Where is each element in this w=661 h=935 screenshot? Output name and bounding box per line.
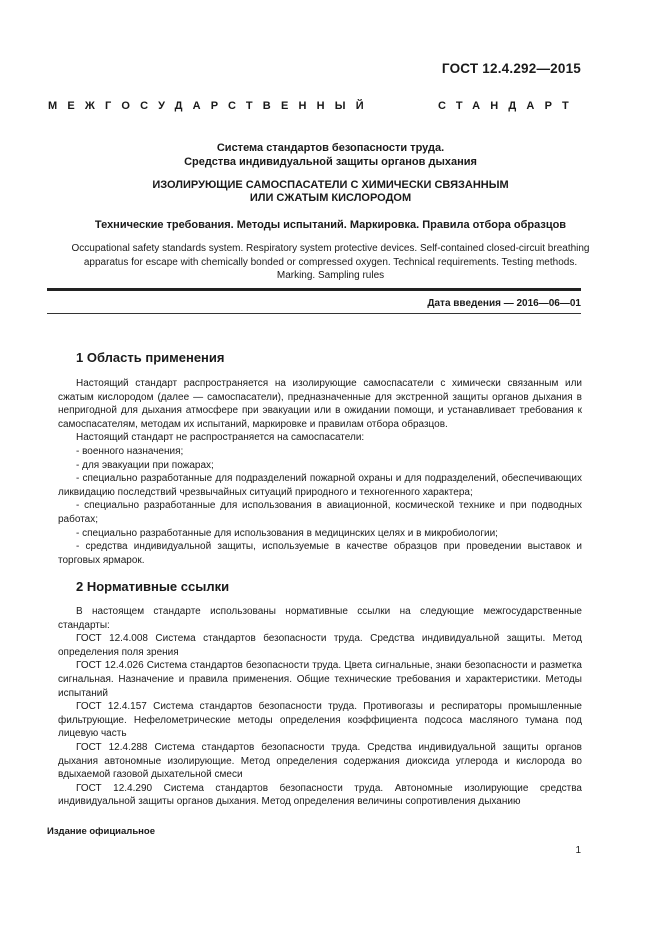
list-item: - для эвакуации при пожарах; bbox=[76, 459, 214, 471]
list-item: - специально разработанные для использования в авиационной, космической технике и при подводных работах; bbox=[58, 500, 582, 525]
reference-item: ГОСТ 12.4.157 Система стандартов безопасности труда. Противогазы и респираторы промышленные фильтрующие. Нефелометрические методы определения коэффициента подсоса масляного тумана под лицевую часть bbox=[58, 701, 582, 740]
introduction-date: Дата введения — 2016—06—01 bbox=[427, 298, 581, 309]
interstate-label: МЕЖГОСУДАРСТВЕННЫЙ bbox=[48, 100, 374, 112]
section-heading: 1 Область применения bbox=[76, 350, 225, 365]
system-title bbox=[40, 141, 621, 169]
paragraph: Настоящий стандарт не распространяется на самоспасатели: bbox=[76, 432, 365, 444]
page-number: 1 bbox=[575, 845, 581, 856]
section-heading: 2 Нормативные ссылки bbox=[76, 579, 230, 594]
system-title-line2: Средства индивидуальной защиты органов дыхания bbox=[184, 156, 477, 168]
subtitle: Технические требования. Методы испытаний. Маркировка. Правила отбора образцов bbox=[94, 219, 567, 231]
main-title bbox=[40, 179, 621, 205]
main-title-line2: ИЛИ СЖАТЫМ КИСЛОРОДОМ bbox=[249, 192, 412, 204]
main-title-line1: ИЗОЛИРУЮЩИЕ САМОСПАСАТЕЛИ С ХИМИЧЕСКИ СВЯЗАННЫМ bbox=[152, 179, 509, 191]
reference-item: ГОСТ 12.4.008 Система стандартов безопасности труда. Средства индивидуальной защиты. Метод определения поля зрения bbox=[58, 633, 582, 658]
list-item: - специально разработанные для подразделений пожарной охраны и для подразделений, обеспечивающих ликвидацию последствий чрезвычайных ситуаций природного и техногенного характера; bbox=[58, 473, 582, 498]
list-item: - средства индивидуальной защиты, используемые в качестве образцов при проведении выставок и торговых ярмарок. bbox=[58, 541, 582, 566]
list-item: - военного назначения; bbox=[76, 445, 184, 457]
paragraph: В настоящем стандарте использованы нормативные ссылки на следующие межгосударственные стандарты: bbox=[58, 606, 582, 631]
english-title-line1: Occupational safety standards system. Respiratory system protective devices. Self-contained closed-circuit breathing bbox=[71, 243, 590, 254]
paragraph: Настоящий стандарт распространяется на изолирующие самоспасатели с химически связанным или сжатым кислородом (далее — самоспасатели), предназначенные для экстренной защиты органов дыхания в непригодной для дыхания атмосфере при эвакуации или в ожидании помощи, и устанавливает требования к самоспасателям, методам их испытаний, маркировке и правилам отбора образцов. bbox=[58, 378, 582, 430]
document-code: ГОСТ 12.4.292—2015 bbox=[441, 61, 581, 76]
english-title bbox=[40, 242, 621, 283]
english-title-line2: apparatus for escape with chemically bonded or compressed oxygen. Technical requirements. Testing methods. bbox=[83, 256, 578, 268]
divider-thin bbox=[47, 313, 581, 314]
system-title-line1: Система стандартов безопасности труда. bbox=[216, 142, 445, 154]
reference-item: ГОСТ 12.4.290 Система стандартов безопасности труда. Автономные изолирующие средства индивидуальной защиты органов дыхания. Метод определения величины сопротивления дыханию bbox=[58, 782, 582, 808]
section-body bbox=[58, 605, 582, 809]
list-item: - специально разработанные для использования в медицинских целях и в микробиологии; bbox=[76, 527, 498, 539]
standard-label: СТАНДАРТ bbox=[438, 100, 579, 112]
edition-label: Издание официальное bbox=[47, 826, 155, 837]
divider-thick bbox=[47, 288, 581, 291]
section-body bbox=[58, 377, 582, 567]
english-title-line3: Marking. Sampling rules bbox=[276, 270, 385, 281]
reference-item: ГОСТ 12.4.026 Система стандартов безопасности труда. Цвета сигнальные, знаки безопасности и разметка сигнальная. Назначение и правила применения. Общие технические требования и характеристики. Методы испытаний bbox=[58, 660, 582, 699]
reference-item: ГОСТ 12.4.288 Система стандартов безопасности труда. Средства индивидуальной защиты органов дыхания автономные изолирующие. Метод определения содержания диоксида углерода и кислорода во вдыхаемой газовой дыхательной смеси bbox=[58, 741, 582, 781]
